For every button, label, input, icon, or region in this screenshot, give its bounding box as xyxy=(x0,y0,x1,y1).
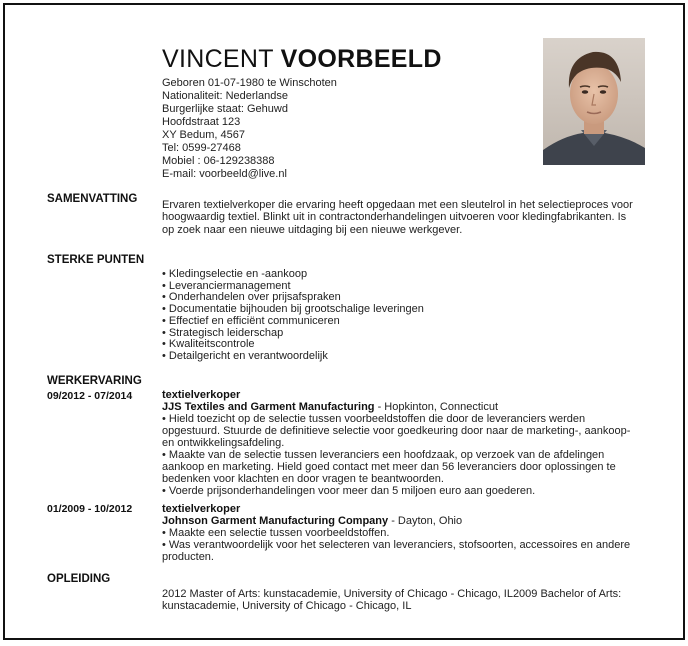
company-location: - Hopkinton, Connecticut xyxy=(374,401,499,413)
section-label-education: OPLEIDING xyxy=(47,573,111,585)
first-name: VINCENT xyxy=(162,45,274,73)
job-employer xyxy=(162,401,642,413)
resume-page xyxy=(3,3,685,640)
job-bullet: • Hield toezicht op de selectie tussen voorbeeldstoffen die door de leveranciers werden opgestuurd. Stuurde de definitieve selectie voor goedkeuring door naar de marketing-, aankoop- en ontwikkelingsafdeling. xyxy=(162,413,631,449)
strengths-list xyxy=(162,269,640,363)
list-item: • Detailgericht en verantwoordelijk xyxy=(162,349,328,362)
education-text: 2012 Master of Arts: kunstacademie, University of Chicago - Chicago, IL2009 Bachelor of Arts: kunstacademie, University of Chicago - Chicago, IL xyxy=(162,588,622,613)
job-title: textielverkoper xyxy=(162,503,241,515)
profile-photo xyxy=(543,38,645,165)
section-label-experience: WERKERVARING xyxy=(47,375,142,387)
section-label-summary: SAMENVATTING xyxy=(47,193,138,205)
job-entry xyxy=(162,389,642,497)
list-item: • Effectief en efficiënt communiceren xyxy=(162,314,340,327)
job-bullet: • Was verantwoordelijk voor het selecteren van leveranciers, stofsoorten, accessoires en andere producten. xyxy=(162,539,631,563)
contact-nationality: Nationaliteit: Nederlandse xyxy=(162,90,288,102)
job-title: textielverkoper xyxy=(162,389,241,401)
job-bullet: • Voerde prijsonderhandelingen voor meer dan 5 miljoen euro aan goederen. xyxy=(162,485,536,497)
contact-details xyxy=(162,77,532,181)
job-dates: 09/2012 - 07/2014 xyxy=(47,390,133,402)
contact-mobile: Mobiel : 06-129238388 xyxy=(162,155,275,167)
list-item: • Kwaliteitscontrole xyxy=(162,338,255,351)
contact-street: Hoofdstraat 123 xyxy=(162,116,241,128)
list-item: • Leveranciermanagement xyxy=(162,279,291,292)
summary-text: Ervaren textielverkoper die ervaring heeft opgedaan met een sleutelrol in het selectieproces voor hoogwaardig textiel. Blinkt uit in contractonderhandelingen uitvoeren voor kledingfabrikanten. Is op zoek naar een nieuwe uitdaging bij een nieuwe werkgever. xyxy=(162,199,633,236)
job-bullet: • Maakte een selectie tussen voorbeeldstoffen. xyxy=(162,527,390,539)
job-bullet: • Maakte van de selectie tussen leveranciers een hoofdzaak, op verzoek van de afdelingen aankoop en marketing. Hield goed contact met meer dan 56 leveranciers door oplossingen te bedenken voor klachten en door vragen te beantwoorden. xyxy=(162,449,616,485)
company-location: - Dayton, Ohio xyxy=(388,515,463,527)
list-item: • Onderhandelen over prijsafspraken xyxy=(162,291,341,304)
last-name: VOORBEELD xyxy=(280,45,442,73)
contact-phone: Tel: 0599-27468 xyxy=(162,142,241,154)
company-name: JJS Textiles and Garment Manufacturing xyxy=(162,401,375,413)
list-item: • Documentatie bijhouden bij grootschalige leveringen xyxy=(162,303,424,316)
job-employer xyxy=(162,515,642,527)
contact-marital-status: Burgerlijke staat: Gehuwd xyxy=(162,103,288,115)
contact-email: E-mail: voorbeeld@live.nl xyxy=(162,168,287,180)
contact-city: XY Bedum, 4567 xyxy=(162,129,245,141)
section-label-strengths: STERKE PUNTEN xyxy=(47,254,145,266)
list-item: • Kledingselectie en -aankoop xyxy=(162,268,308,280)
company-name: Johnson Garment Manufacturing Company xyxy=(162,515,389,527)
full-name xyxy=(162,45,532,73)
resume-header xyxy=(162,45,532,181)
contact-birth: Geboren 01-07-1980 te Winschoten xyxy=(162,77,337,89)
list-item: • Strategisch leiderschap xyxy=(162,326,284,339)
job-entry xyxy=(162,503,642,563)
portrait-image xyxy=(543,38,645,165)
job-dates: 01/2009 - 10/2012 xyxy=(47,503,133,515)
